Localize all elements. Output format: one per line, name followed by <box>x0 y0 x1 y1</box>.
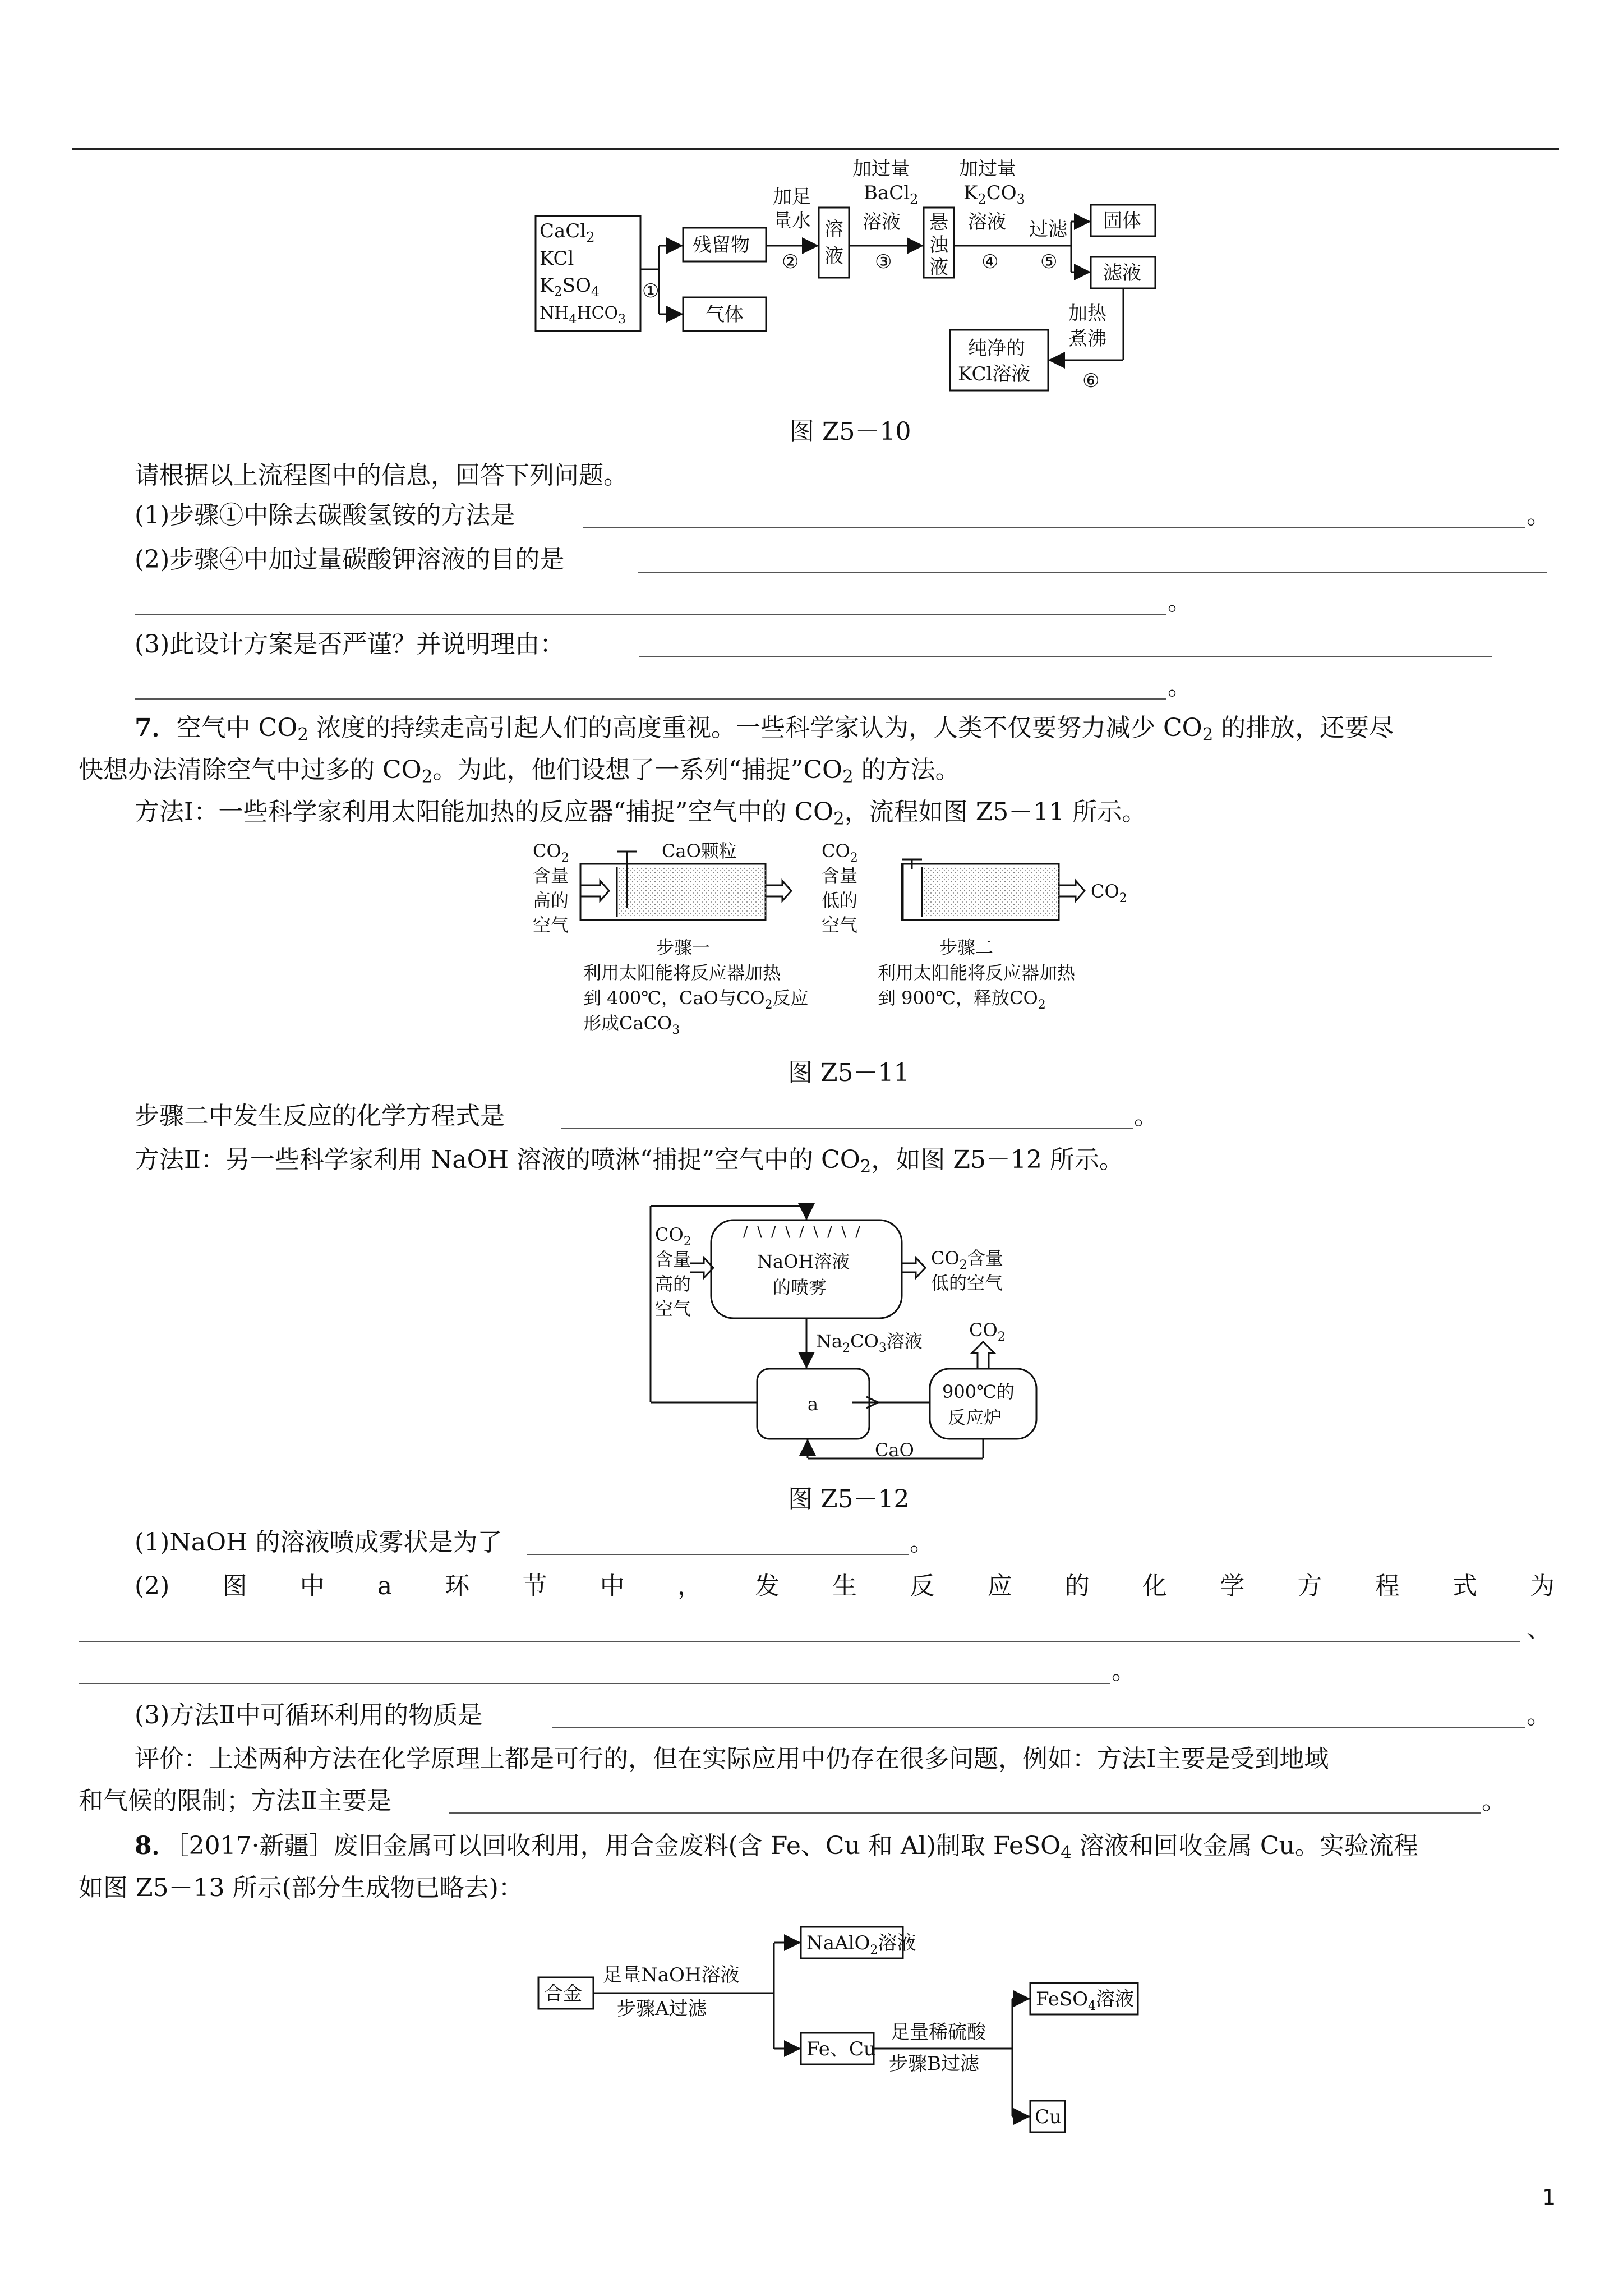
q7-number: 7． <box>135 714 177 742</box>
q7-step2-period: 。 <box>1134 1102 1159 1130</box>
furnace-box <box>930 1369 1036 1439</box>
q7-sub1-period: 。 <box>910 1528 934 1557</box>
suspension-3: 液 <box>929 256 948 279</box>
solution-1: 溶 <box>824 218 843 241</box>
fig11-high-2: 高的 <box>533 890 569 911</box>
add-bacl2-2: BaCl$_2$ <box>864 182 919 207</box>
q7-line1: 7．空气中 $CO_2$ 浓度的持续走高引起人们的高度重视。一些科学家认为，人类不仅要努力减少 $CO_2$ 的排放，还要尽 <box>135 714 1394 745</box>
q6-intro: 请根据以上流程图中的信息，回答下列问题。 <box>135 461 628 490</box>
step6-label: ⑥ <box>1082 370 1100 392</box>
heat-2: 煮沸 <box>1068 328 1106 350</box>
q7-sub2-c9: 生 <box>832 1572 857 1600</box>
q8-line1: 8．［2017·新疆］废旧金属可以回收利用，用合金废料(含 Fe、Cu 和 Al)制取 FeSO$_4$ 溶液和回收金属 Cu。实验流程 <box>135 1832 1418 1863</box>
q7-sub2-c13: 化 <box>1142 1572 1167 1600</box>
q7-sub2-c12: 的 <box>1064 1572 1090 1600</box>
q7-method1: 方法Ⅰ：一些科学家利用太阳能加热的反应器“捕捉”空气中的 $CO_2$，流程如图 Z5－11 所示。 <box>135 798 1147 829</box>
q8-line2: 如图 Z5－13 所示(部分生成物已略去)： <box>79 1874 523 1902</box>
figure-z5-11-caption: 图 Z5－11 <box>788 1059 910 1087</box>
q7-sub2-c10: 反 <box>910 1572 935 1600</box>
figure-z5-10 <box>505 157 1178 404</box>
fig11-step-one-desc-2: 到 400℃，CaO与$CO_2$反应 <box>583 987 809 1012</box>
q6-part1-blank[interactable] <box>583 527 1525 528</box>
fig11-step-two-desc-1: 利用太阳能将反应器加热 <box>878 962 1076 983</box>
fig12-na2co3: $Na_2CO_3$溶液 <box>816 1331 923 1355</box>
fig11-low-3: 空气 <box>822 914 858 936</box>
residue-label: 残留物 <box>693 234 750 256</box>
cao-particles-bed <box>617 867 766 917</box>
figure-z5-10-caption: 图 Z5－10 <box>790 417 911 446</box>
fig13-stepB: 步骤B过滤 <box>889 2053 979 2075</box>
q7-sub1: (1)NaOH 的溶液喷成雾状是为了 <box>135 1528 502 1557</box>
add-k2co3-2: $K_2CO_3$ <box>963 182 1025 207</box>
step1-label: ① <box>642 280 660 302</box>
fig13-fecu: Fe、Cu <box>806 2038 876 2060</box>
figure-z5-12-caption: 图 Z5－12 <box>788 1485 910 1513</box>
fig11-step-one-desc-3: 形成CaCO$_3$ <box>583 1013 680 1037</box>
q7-sub2-c3: a <box>377 1572 393 1600</box>
q7-sub2-c17: 式 <box>1452 1572 1477 1600</box>
q7-step2-equation-blank[interactable] <box>561 1128 1133 1129</box>
fig12-low-2: 低的空气 <box>931 1272 1003 1294</box>
q7-eval-line1: 评价：上述两种方法在化学原理上都是可行的，但在实际应用中仍存在很多问题，例如：方法Ⅰ主要是受到地域 <box>135 1745 1329 1773</box>
q6-part3: (3)此设计方案是否严谨？并说明理由： <box>135 630 565 659</box>
q7-sub2-c6: 中 <box>600 1572 625 1600</box>
fig12-co2-release: $CO_2$ <box>969 1319 1006 1344</box>
fig12-high-1: 含量 <box>655 1249 691 1270</box>
fig11-co2-out: $CO_2$ <box>822 840 858 865</box>
q7-sub3-blank[interactable] <box>552 1727 1525 1728</box>
q6-part1-period: 。 <box>1527 501 1551 530</box>
q7-sub2-c15: 方 <box>1297 1572 1322 1600</box>
q7-sub2-c18: 为 <box>1529 1572 1555 1600</box>
fig12-furnace-1: 900℃的 <box>942 1381 1015 1402</box>
fig13-stepA: 步骤A过滤 <box>617 1998 707 2020</box>
add-k2co3-1: 加过量 <box>959 158 1016 180</box>
q7-sub2-blank-b[interactable] <box>79 1683 1110 1684</box>
step3-label: ③ <box>875 251 892 273</box>
solution-2: 液 <box>824 245 843 268</box>
q7-eval-period: 。 <box>1482 1787 1506 1815</box>
nh4hco3-label: $NH_4HCO_3$ <box>540 303 626 326</box>
fig11-low-1: 含量 <box>822 865 858 886</box>
add-water-2: 量水 <box>773 210 811 232</box>
q7-sub1-blank[interactable] <box>527 1554 909 1555</box>
heat-1: 加热 <box>1068 302 1106 325</box>
fig11-high-1: 含量 <box>533 865 569 886</box>
q6-part2-period: 。 <box>1168 587 1192 616</box>
fig11-cao: CaO颗粒 <box>662 840 737 862</box>
q7-sub2-period: 。 <box>1112 1657 1136 1685</box>
q6-part1: (1)步骤①中除去碳酸氢铵的方法是 <box>135 501 515 530</box>
fig12-co2-in: $CO_2$ <box>655 1224 691 1249</box>
q7-sub2-c4: 环 <box>445 1572 470 1600</box>
q7-sub3-period: 。 <box>1527 1701 1551 1729</box>
add-bacl2-3: 溶液 <box>863 211 901 233</box>
q7-sub2-c0: (2) <box>135 1572 170 1600</box>
k2so4-label: $K_2SO_4$ <box>540 274 600 300</box>
cao-particles-bed-two <box>922 867 1059 917</box>
filtrate-label: 滤液 <box>1103 262 1141 284</box>
q7-sub2-c8: 发 <box>755 1572 780 1600</box>
fig12-low-1: $CO_2$含量 <box>931 1248 1003 1272</box>
page-number: 1 <box>1542 2185 1556 2210</box>
q6-part2-blank-b[interactable] <box>135 614 1166 615</box>
q6-part3-period: 。 <box>1168 672 1192 701</box>
pure-2: KCl溶液 <box>958 363 1031 385</box>
fig13-h2so4: 足量稀硫酸 <box>891 2021 986 2044</box>
q6-part2-blank-a[interactable] <box>638 572 1547 573</box>
q7-method2: 方法Ⅱ：另一些科学家利用 NaOH 溶液的喷淋“捕捉”空气中的 $CO_2$，如图 Z5－12 所示。 <box>135 1145 1124 1177</box>
fig12-high-2: 高的 <box>655 1273 691 1295</box>
q7-line2: 快想办法清除空气中过多的 $CO_2$。为此，他们设想了一系列“捕捉$”CO_2$ 的方法。 <box>79 756 960 787</box>
fig11-step-two: 步骤二 <box>939 937 994 958</box>
q7-eval-line2: 和气候的限制；方法Ⅱ主要是 <box>79 1787 391 1815</box>
q6-part3-blank-a[interactable] <box>639 656 1492 657</box>
q7-sub2-c14: 学 <box>1220 1572 1245 1600</box>
add-bacl2-1: 加过量 <box>852 158 910 180</box>
fig13-naoh: 足量NaOH溶液 <box>603 1964 740 1986</box>
fig12-a: a <box>808 1393 819 1415</box>
fig13-cu: Cu <box>1035 2106 1062 2128</box>
kcl-label: KCl <box>540 247 574 270</box>
figure-z5-12 <box>645 1189 1049 1481</box>
step2-label: ② <box>782 251 799 273</box>
q6-part3-blank-b[interactable] <box>135 698 1166 700</box>
fig11-step-two-desc-2: 到 900℃，释放$CO_2$ <box>878 987 1046 1012</box>
fig11-step-one-desc-1: 利用太阳能将反应器加热 <box>583 962 781 983</box>
q7-sub3: (3)方法Ⅱ中可循环利用的物质是 <box>135 1701 483 1729</box>
add-water-1: 加足 <box>773 186 811 208</box>
solid-label: 固体 <box>1103 210 1141 232</box>
q6-part2: (2)步骤④中加过量碳酸钾溶液的目的是 <box>135 545 565 574</box>
fig12-spray-marks: / \ / \ / \ / \ / <box>743 1223 863 1240</box>
q7-step2-equation: 步骤二中发生反应的化学方程式是 <box>135 1102 505 1130</box>
header-rule <box>72 148 1559 150</box>
figure-z5-13 <box>533 1918 1206 2154</box>
fig11-co2-release: $CO_2$ <box>1091 881 1127 905</box>
cacl2-label: CaCl$_2$ <box>540 220 595 245</box>
fig12-naoh-2: 的喷雾 <box>773 1277 827 1298</box>
q7-sub2-blank-a[interactable] <box>79 1641 1520 1642</box>
fig12-furnace-2: 反应炉 <box>948 1407 1002 1428</box>
fig13-naalo2: NaAlO$_2$溶液 <box>806 1932 916 1957</box>
q7-sub2-c11: 应 <box>987 1572 1012 1600</box>
fig12-high-3: 空气 <box>655 1298 691 1319</box>
q7-sub2-c1: 图 <box>222 1572 247 1600</box>
q7-sub2-c16: 程 <box>1375 1572 1400 1600</box>
suspension-1: 悬 <box>929 211 948 234</box>
fig13-alloy: 合金 <box>544 1982 582 2005</box>
step4-label: ④ <box>981 251 999 273</box>
fig11-high-3: 空气 <box>533 914 569 936</box>
figure-z5-11 <box>533 836 1150 1060</box>
pure-1: 纯净的 <box>968 337 1025 360</box>
add-k2co3-3: 溶液 <box>968 211 1006 233</box>
gas-label: 气体 <box>706 303 744 326</box>
fig12-naoh-1: NaOH溶液 <box>757 1251 850 1272</box>
fig11-step-one: 步骤一 <box>656 937 711 958</box>
fig11-co2-in: $CO_2$ <box>533 840 569 865</box>
suspension-2: 浊 <box>929 234 948 256</box>
q7-eval-blank[interactable] <box>449 1812 1481 1814</box>
fig11-low-2: 低的 <box>822 890 858 911</box>
filter-label: 过滤 <box>1029 218 1067 241</box>
q7-sub2-c5: 节 <box>522 1572 547 1600</box>
q7-sub2-c7: ， <box>677 1572 702 1600</box>
q7-sub2-comma: 、 <box>1527 1614 1551 1643</box>
q7-sub2 <box>135 1571 1555 1602</box>
fig13-feso4: FeSO$_4$溶液 <box>1036 1988 1135 2013</box>
q8-number: 8． <box>135 1832 177 1860</box>
fig12-cao: CaO <box>875 1439 914 1461</box>
q7-sub2-c2: 中 <box>299 1572 325 1600</box>
step5-label: ⑤ <box>1040 251 1058 273</box>
